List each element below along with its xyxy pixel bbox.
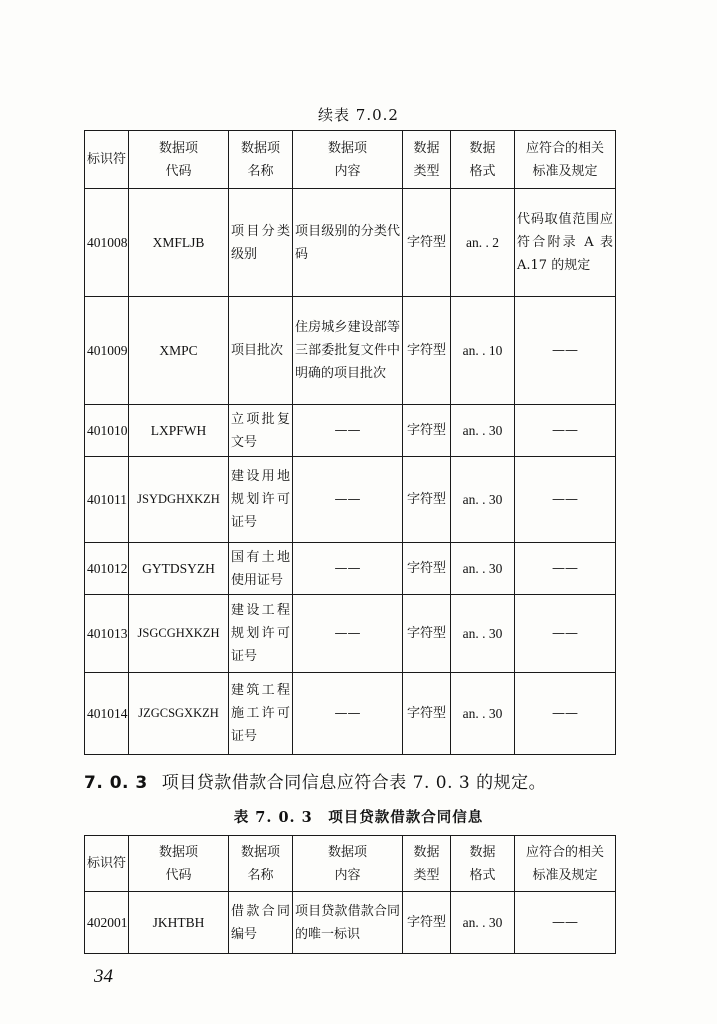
cell-standard: ——	[515, 673, 616, 755]
cell-code: JKHTBH	[129, 892, 229, 954]
header-code: 数据项 代码	[129, 131, 229, 189]
cell-standard: ——	[515, 457, 616, 543]
table-row	[85, 892, 616, 954]
cell-standard: ——	[515, 543, 616, 595]
table-row	[85, 189, 616, 297]
table-caption: 表 7. 0. 3 项目贷款借款合同信息	[233, 809, 484, 826]
cell-format: an. . 30	[451, 673, 515, 755]
data-table-7-0-2	[84, 130, 616, 755]
data-table-7-0-3	[84, 835, 616, 954]
table-header-row	[85, 836, 616, 892]
table-row	[85, 457, 616, 543]
cell-type: 字符型	[403, 892, 451, 954]
header-type: 数据 类型	[403, 836, 451, 892]
cell-name: 项目分类级别	[229, 189, 293, 297]
header-format: 数据 格式	[451, 131, 515, 189]
cell-content: 项目级别的分类代码	[293, 189, 403, 297]
header-name: 数据项 名称	[229, 836, 293, 892]
cell-format: an. . 10	[451, 297, 515, 405]
cell-type: 字符型	[403, 405, 451, 457]
cell-name: 建筑工程施工许可证号	[229, 673, 293, 755]
cell-code: JSGCGHXKZH	[129, 595, 229, 673]
cell-code: JSYDGHXKZH	[129, 457, 229, 543]
cell-code: XMFLJB	[129, 189, 229, 297]
table-caption-continued: 续表 7.0.2	[318, 106, 399, 124]
cell-format: an. . 2	[451, 189, 515, 297]
header-id: 标识符	[85, 131, 129, 189]
header-name: 数据项 名称	[229, 131, 293, 189]
cell-type: 字符型	[403, 297, 451, 405]
cell-name: 借款合同编号	[229, 892, 293, 954]
header-type: 数据 类型	[403, 131, 451, 189]
cell-type: 字符型	[403, 673, 451, 755]
cell-content: 项目贷款借款合同的唯一标识	[293, 892, 403, 954]
header-id: 标识符	[85, 836, 129, 892]
cell-code: JZGCSGXKZH	[129, 673, 229, 755]
cell-type: 字符型	[403, 543, 451, 595]
cell-standard: 代码取值范围应符合附录 A 表 A.17 的规定	[515, 189, 616, 297]
cell-type: 字符型	[403, 189, 451, 297]
cell-content: ——	[293, 543, 403, 595]
section-heading	[84, 768, 546, 793]
table-row	[85, 543, 616, 595]
cell-standard: ——	[515, 405, 616, 457]
cell-id: 401008	[85, 189, 129, 297]
cell-id: 401010	[85, 405, 129, 457]
cell-content: ——	[293, 673, 403, 755]
cell-type: 字符型	[403, 595, 451, 673]
cell-id: 401009	[85, 297, 129, 405]
cell-type: 字符型	[403, 457, 451, 543]
section-text: 项目贷款借款合同信息应符合表 7. 0. 3 的规定。	[161, 773, 547, 793]
header-content: 数据项 内容	[293, 836, 403, 892]
cell-format: an. . 30	[451, 405, 515, 457]
cell-standard: ——	[515, 595, 616, 673]
cell-content: 住房城乡建设部等三部委批复文件中明确的项目批次	[293, 297, 403, 405]
cell-code: XMPC	[129, 297, 229, 405]
cell-code: LXPFWH	[129, 405, 229, 457]
cell-format: an. . 30	[451, 892, 515, 954]
header-code: 数据项 代码	[129, 836, 229, 892]
cell-name: 建设用地规划许可证号	[229, 457, 293, 543]
header-standard: 应符合的相关 标准及规定	[515, 836, 616, 892]
cell-name: 立项批复文号	[229, 405, 293, 457]
page-number: 34	[94, 966, 113, 987]
cell-name: 国有土地使用证号	[229, 543, 293, 595]
table-header-row	[85, 131, 616, 189]
cell-id: 401011	[85, 457, 129, 543]
cell-standard: ——	[515, 297, 616, 405]
table-row	[85, 673, 616, 755]
header-content: 数据项 内容	[293, 131, 403, 189]
cell-format: an. . 30	[451, 457, 515, 543]
cell-name: 项目批次	[229, 297, 293, 405]
cell-content: ——	[293, 595, 403, 673]
cell-content: ——	[293, 405, 403, 457]
header-standard: 应符合的相关 标准及规定	[515, 131, 616, 189]
table-row	[85, 297, 616, 405]
cell-format: an. . 30	[451, 543, 515, 595]
cell-name: 建设工程规划许可证号	[229, 595, 293, 673]
cell-format: an. . 30	[451, 595, 515, 673]
cell-id: 401014	[85, 673, 129, 755]
cell-code: GYTDSYZH	[129, 543, 229, 595]
section-number: 7. 0. 3	[84, 773, 148, 793]
cell-id: 401012	[85, 543, 129, 595]
cell-content: ——	[293, 457, 403, 543]
cell-standard: ——	[515, 892, 616, 954]
cell-id: 402001	[85, 892, 129, 954]
table-row	[85, 405, 616, 457]
header-format: 数据 格式	[451, 836, 515, 892]
cell-id: 401013	[85, 595, 129, 673]
table-row	[85, 595, 616, 673]
